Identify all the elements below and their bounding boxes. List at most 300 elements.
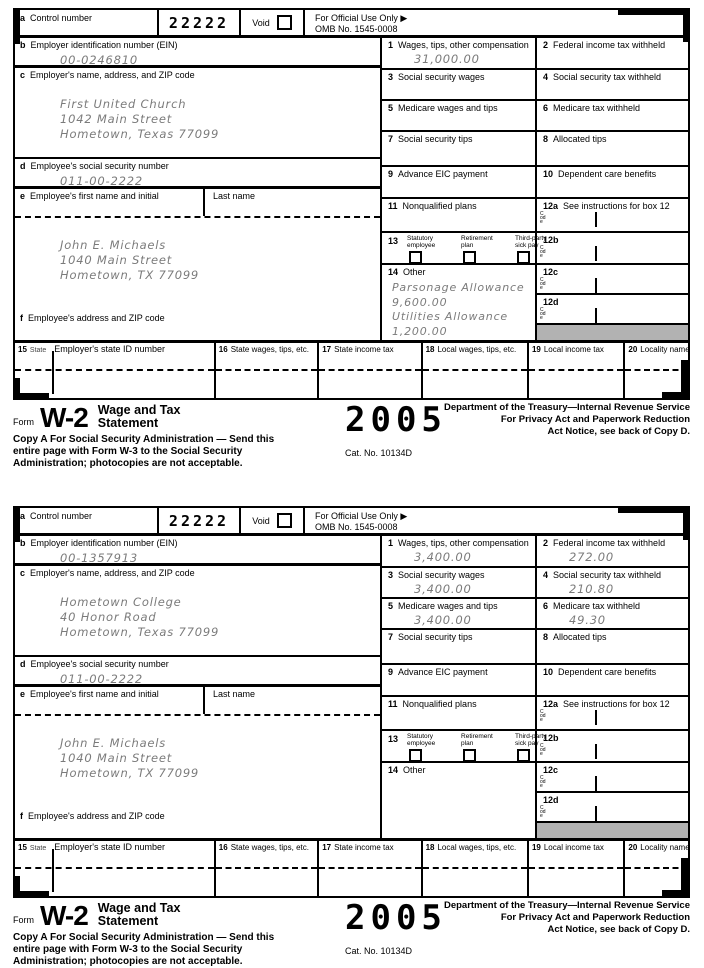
label-text: Social security tips xyxy=(398,632,473,642)
box-number: 10 xyxy=(543,667,554,677)
box-6-medicare-tax xyxy=(535,101,688,130)
void-label: Void xyxy=(252,515,270,526)
box-14-line: 9,600.00 xyxy=(392,295,448,309)
box-number: 9 xyxy=(388,667,394,677)
box-number: 5 xyxy=(388,103,394,113)
state-divider-mark xyxy=(52,849,54,892)
box-12d xyxy=(537,793,688,823)
label-text: Employer's name, address, and ZIP code xyxy=(30,70,195,80)
employer-name: First United Church xyxy=(60,97,187,111)
corner-mark xyxy=(683,506,690,540)
label-text: Other xyxy=(403,267,426,277)
label-text: Dependent care benefits xyxy=(558,169,657,179)
row-control-number xyxy=(15,508,688,536)
dashed-separator xyxy=(319,867,420,869)
box-12a xyxy=(535,199,688,231)
label-text: Allocated tips xyxy=(553,632,607,642)
employer-address xyxy=(60,595,380,640)
box-number: 20 xyxy=(628,345,638,354)
employee-city: Hometown, TX 77099 xyxy=(60,268,200,282)
box-letter: f xyxy=(20,811,23,821)
retirement-plan-label: Retirement plan xyxy=(461,235,493,249)
code-vertical-label: Code xyxy=(540,709,546,723)
box-number: 1 xyxy=(388,538,394,548)
box-1-wages xyxy=(382,536,535,566)
box-letter: c xyxy=(20,70,26,80)
w2-form-copy-2 xyxy=(13,506,690,968)
box-number: 9 xyxy=(388,169,394,179)
ein-value: 00-0246810 xyxy=(60,53,138,67)
label-text: Advance EIC payment xyxy=(398,169,488,179)
label-text: Local wages, tips, etc. xyxy=(437,843,517,852)
catalog-number: Cat. No. 10134D xyxy=(345,448,413,458)
box-12cd-column xyxy=(535,265,688,340)
retirement-plan-checkbox[interactable] xyxy=(463,749,476,762)
dashed-separator xyxy=(319,369,420,371)
box-number: 12d xyxy=(543,795,559,805)
box-4-value: 210.80 xyxy=(569,582,615,596)
label-text: Wages, tips, other compensation xyxy=(398,40,529,50)
box-e-name xyxy=(15,189,380,218)
box-number: 10 xyxy=(543,169,554,179)
box-12cd-column xyxy=(535,763,688,838)
copy-a-notice xyxy=(13,434,353,470)
form-title xyxy=(98,404,181,430)
box-number: 12c xyxy=(543,267,559,277)
label-text: Employee's first name and initial xyxy=(30,191,159,201)
box-15-state xyxy=(15,343,214,398)
label-text: Employer identification number (EIN) xyxy=(30,40,178,50)
row-control-number xyxy=(15,10,688,38)
last-name-cell: Last name xyxy=(213,689,256,699)
form-footer xyxy=(13,400,690,470)
label-text: Medicare tax withheld xyxy=(553,601,641,611)
box-3-ss-wages xyxy=(382,568,535,597)
label-text: Employee's first name and initial xyxy=(30,689,159,699)
box-letter: e xyxy=(20,191,26,201)
box-number: 18 xyxy=(425,843,435,852)
dashed-separator xyxy=(423,867,527,869)
box-9-eic xyxy=(382,665,535,695)
box-5-value: 3,400.00 xyxy=(414,613,472,627)
third-party-sick-pay-label: Third-party sick pay xyxy=(515,235,547,249)
box-16-state-wages xyxy=(214,841,317,896)
box-12b xyxy=(535,731,688,761)
box-11-nonqualified xyxy=(382,697,535,729)
box-number: 15 xyxy=(18,345,27,354)
w2-table xyxy=(13,8,690,400)
label-text: Other xyxy=(403,765,426,775)
box-5-medicare-wages xyxy=(382,599,535,628)
box-17-state-tax xyxy=(317,343,420,398)
omb-number: OMB No. 1545-0008 xyxy=(315,522,398,532)
treasury-line: Department of the Treasury—Internal Revenue Service xyxy=(443,402,690,413)
box-3-value: 3,400.00 xyxy=(414,582,472,596)
void-checkbox[interactable] xyxy=(277,15,292,30)
box-b-ein xyxy=(15,536,380,566)
form-title-line: Wage and Tax xyxy=(97,901,181,915)
box-d-ssn xyxy=(15,159,380,189)
label-text: Employer's name, address, and ZIP code xyxy=(30,568,195,578)
label-text: Social security wages xyxy=(398,570,485,580)
employee-city: Hometown, TX 77099 xyxy=(60,766,200,780)
third-party-sick-pay-checkbox[interactable] xyxy=(517,749,530,762)
box-14-other xyxy=(382,763,535,838)
box-number: 12b xyxy=(543,235,559,245)
employer-address xyxy=(60,97,380,142)
box-number: 11 xyxy=(388,201,398,211)
box-e-name xyxy=(15,687,380,716)
form-title-line: Statement xyxy=(97,416,159,430)
state-mini-label: State xyxy=(29,845,47,852)
employee-address xyxy=(60,736,380,781)
first-name-cell xyxy=(15,189,205,216)
box-number: 3 xyxy=(388,72,394,82)
ssn-value: 011-00-2222 xyxy=(60,174,143,188)
void-cell xyxy=(239,10,303,35)
box-number: 14 xyxy=(388,267,399,277)
box-number: 20 xyxy=(628,843,638,852)
label-text: Federal income tax withheld xyxy=(553,538,666,548)
label-text: Employee's address and ZIP code xyxy=(28,313,165,323)
label-text: Social security tips xyxy=(398,134,473,144)
label-text: State wages, tips, etc. xyxy=(230,843,309,852)
dashed-separator xyxy=(216,867,317,869)
code-vertical-label: Code xyxy=(540,775,546,789)
code-vertical-label: Code xyxy=(540,805,546,819)
box-14-value xyxy=(392,281,535,339)
copy-a-notice xyxy=(13,932,353,968)
label-text: Employee's address and ZIP code xyxy=(28,811,165,821)
w2-table xyxy=(13,506,690,898)
dashed-separator xyxy=(625,867,688,869)
box-14-line: Utilities Allowance xyxy=(392,310,508,323)
retirement-plan-checkbox[interactable] xyxy=(463,251,476,264)
box-14-line: Parsonage Allowance xyxy=(392,281,525,294)
box-number: 6 xyxy=(543,103,549,113)
box-7-ss-tips xyxy=(382,630,535,663)
corner-mark xyxy=(13,506,20,542)
void-checkbox[interactable] xyxy=(277,513,292,528)
label-text: State income tax xyxy=(334,345,394,354)
copy-line: Copy A For Social Security Administration — Send this xyxy=(13,434,275,445)
control-number-value: 22222 xyxy=(157,10,239,35)
employee-name: John E. Michaels xyxy=(60,238,167,252)
code-divider xyxy=(595,806,597,821)
label-text: Employee's social security number xyxy=(30,659,169,669)
box-16-state-wages xyxy=(214,343,317,398)
box-letter: d xyxy=(20,161,26,171)
omb-number: OMB No. 1545-0008 xyxy=(315,24,398,34)
box-number: 12a xyxy=(543,201,559,211)
code-vertical-label: Code xyxy=(540,245,546,259)
ssn-value: 011-00-2222 xyxy=(60,672,143,686)
code-divider xyxy=(595,278,597,293)
label-text: Employee's social security number xyxy=(30,161,169,171)
box-10-dependent-care xyxy=(535,167,688,197)
box-2-federal-tax xyxy=(535,38,688,68)
retirement-plan-label: Retirement plan xyxy=(461,733,493,747)
privacy-line: For Privacy Act and Paperwork Reduction xyxy=(500,912,690,923)
box-6-medicare-tax xyxy=(535,599,688,628)
dashed-separator xyxy=(15,867,214,869)
code-divider xyxy=(595,212,597,227)
label-text: Wages, tips, other compensation xyxy=(398,538,529,548)
label-text: State wages, tips, etc. xyxy=(230,345,309,354)
box-number: 19 xyxy=(531,843,541,852)
box-1-value: 31,000.00 xyxy=(414,52,480,66)
box-number: 12a xyxy=(543,699,559,709)
dashed-separator xyxy=(216,369,317,371)
box-letter: e xyxy=(20,689,26,699)
w2-form-copy-1 xyxy=(13,8,690,470)
employee-address-area xyxy=(15,218,380,311)
code-vertical-label: Code xyxy=(540,307,546,321)
form-word: Form xyxy=(13,417,34,427)
box-14-line: 1,200.00 xyxy=(392,324,448,338)
label-text: Federal income tax withheld xyxy=(553,40,666,50)
box-12b xyxy=(535,233,688,263)
box-letter: b xyxy=(20,40,26,50)
label-text: Medicare wages and tips xyxy=(398,103,498,113)
label-text: Medicare wages and tips xyxy=(398,601,498,611)
label-text: Advance EIC payment xyxy=(398,667,488,677)
box-15-state xyxy=(15,841,214,896)
box-12a xyxy=(535,697,688,729)
copy-line: Copy A For Social Security Administration — Send this xyxy=(13,932,275,943)
form-title-line: Wage and Tax xyxy=(97,403,181,417)
label-text: Dependent care benefits xyxy=(558,667,657,677)
label-text: Employer's state ID number xyxy=(54,842,166,852)
state-divider-mark xyxy=(52,351,54,394)
box-11-nonqualified xyxy=(382,199,535,231)
label-text: State income tax xyxy=(334,843,394,852)
dashed-separator xyxy=(423,369,527,371)
box-number: 14 xyxy=(388,765,399,775)
box-letter: f xyxy=(20,313,23,323)
box-letter: a xyxy=(20,511,26,521)
statutory-employee-label: Statutory employee xyxy=(407,733,436,747)
label-text: Social security wages xyxy=(398,72,485,82)
last-name-cell: Last name xyxy=(213,191,256,201)
box-number: 2 xyxy=(543,40,549,50)
box-14-other xyxy=(382,265,535,340)
dashed-separator xyxy=(15,369,214,371)
shaded-band xyxy=(537,325,688,340)
treasury-notice xyxy=(444,402,690,438)
box-20-locality xyxy=(623,841,688,896)
label-text: Employer's state ID number xyxy=(54,344,166,354)
form-footer xyxy=(13,898,690,968)
box-letter: d xyxy=(20,659,26,669)
control-number-value: 22222 xyxy=(157,508,239,533)
box-4-ss-tax xyxy=(535,70,688,99)
tax-year: 2005 xyxy=(345,898,447,938)
box-19-local-tax xyxy=(527,343,623,398)
label-text: Allocated tips xyxy=(553,134,607,144)
box-1-value: 3,400.00 xyxy=(414,550,472,564)
box-8-allocated-tips xyxy=(535,630,688,663)
form-title xyxy=(98,902,181,928)
box-number: 17 xyxy=(322,843,332,852)
box-7-ss-tips xyxy=(382,132,535,165)
code-divider xyxy=(595,246,597,261)
code-divider xyxy=(595,776,597,791)
label-text: Locality name xyxy=(640,345,690,354)
copy-line: Administration; photocopies are not acceptable. xyxy=(13,956,243,967)
box-d-ssn xyxy=(15,657,380,687)
dashed-separator xyxy=(529,369,623,371)
box-2-federal-tax xyxy=(535,536,688,566)
label-text: Nonqualified plans xyxy=(402,201,477,211)
box-number: 8 xyxy=(543,134,549,144)
box-f-address-label xyxy=(15,809,380,824)
box-4-ss-tax xyxy=(535,568,688,597)
label-text: Nonqualified plans xyxy=(402,699,477,709)
box-10-dependent-care xyxy=(535,665,688,695)
box-18-local-wages xyxy=(421,841,527,896)
left-column xyxy=(15,38,380,340)
privacy-line: Act Notice, see back of Copy D. xyxy=(547,426,690,437)
box-number: 7 xyxy=(388,134,394,144)
box-b-ein xyxy=(15,38,380,68)
control-number-label xyxy=(15,10,157,35)
code-divider xyxy=(595,744,597,759)
employer-name: Hometown College xyxy=(60,595,182,609)
box-18-local-wages xyxy=(421,343,527,398)
box-letter: b xyxy=(20,538,26,548)
box-12d xyxy=(537,295,688,325)
box-letter: a xyxy=(20,13,26,23)
right-column xyxy=(380,38,688,340)
label-text: See instructions for box 12 xyxy=(563,699,670,709)
box-number: 18 xyxy=(425,345,435,354)
box-6-value: 49.30 xyxy=(569,613,606,627)
label-text: See instructions for box 12 xyxy=(563,201,670,211)
box-number: 7 xyxy=(388,632,394,642)
employee-street: 1040 Main Street xyxy=(60,253,173,267)
label-text: Employer identification number (EIN) xyxy=(30,538,178,548)
box-number: 17 xyxy=(322,345,332,354)
dashed-separator xyxy=(529,867,623,869)
box-number: 15 xyxy=(18,843,27,852)
state-local-row xyxy=(15,340,688,398)
box-c-employer xyxy=(15,68,380,159)
box-12c xyxy=(537,265,688,295)
employer-street: 40 Honor Road xyxy=(60,610,157,624)
control-number-label xyxy=(15,508,157,533)
box-number: 12d xyxy=(543,297,559,307)
code-vertical-label: Code xyxy=(540,277,546,291)
box-8-allocated-tips xyxy=(535,132,688,165)
box-number: 13 xyxy=(388,734,399,744)
label-text: Control number xyxy=(30,13,93,23)
box-number: 4 xyxy=(543,570,549,580)
state-mini-label: State xyxy=(29,347,47,354)
official-use-label: For Official Use Only ▶ xyxy=(315,511,408,521)
state-local-row xyxy=(15,838,688,896)
box-number: 11 xyxy=(388,699,398,709)
label-text: Medicare tax withheld xyxy=(553,103,641,113)
employer-street: 1042 Main Street xyxy=(60,112,173,126)
shaded-band xyxy=(537,823,688,838)
form-title-line: Statement xyxy=(97,914,159,928)
label-text: Social security tax withheld xyxy=(553,570,662,580)
box-number: 19 xyxy=(531,345,541,354)
box-number: 8 xyxy=(543,632,549,642)
label-text: Locality name xyxy=(640,843,690,852)
official-use-label: For Official Use Only ▶ xyxy=(315,13,408,23)
corner-mark xyxy=(618,8,690,15)
left-column xyxy=(15,536,380,838)
label-text: Social security tax withheld xyxy=(553,72,662,82)
box-number: 16 xyxy=(218,345,228,354)
privacy-line: For Privacy Act and Paperwork Reduction xyxy=(500,414,690,425)
dashed-separator xyxy=(625,369,688,371)
void-label: Void xyxy=(252,17,270,28)
statutory-employee-label: Statutory employee xyxy=(407,235,436,249)
form-number: W-2 xyxy=(40,900,88,931)
box-2-value: 272.00 xyxy=(569,550,615,564)
box-number: 12c xyxy=(543,765,559,775)
code-vertical-label: Code xyxy=(540,743,546,757)
corner-mark xyxy=(13,8,20,44)
form-number: W-2 xyxy=(40,402,88,433)
ein-value: 00-1357913 xyxy=(60,551,138,565)
box-17-state-tax xyxy=(317,841,420,896)
box-12c xyxy=(537,763,688,793)
box-f-address-label xyxy=(15,311,380,326)
right-column xyxy=(380,536,688,838)
box-3-ss-wages xyxy=(382,70,535,99)
box-number: 4 xyxy=(543,72,549,82)
box-number: 1 xyxy=(388,40,394,50)
copy-line: entire page with Form W-3 to the Social Security xyxy=(13,944,243,955)
copy-line: Administration; photocopies are not acceptable. xyxy=(13,458,243,469)
statutory-employee-checkbox[interactable] xyxy=(409,251,422,264)
box-letter: c xyxy=(20,568,26,578)
box-c-employer xyxy=(15,566,380,657)
label-text: Local wages, tips, etc. xyxy=(437,345,517,354)
box-19-local-tax xyxy=(527,841,623,896)
code-divider xyxy=(595,710,597,725)
first-name-cell xyxy=(15,687,205,714)
code-vertical-label: Code xyxy=(540,211,546,225)
treasury-line: Department of the Treasury—Internal Revenue Service xyxy=(443,900,690,911)
employer-city: Hometown, Texas 77099 xyxy=(60,625,220,639)
privacy-line: Act Notice, see back of Copy D. xyxy=(547,924,690,935)
copy-line: entire page with Form W-3 to the Social Security xyxy=(13,446,243,457)
box-number: 6 xyxy=(543,601,549,611)
box-number: 3 xyxy=(388,570,394,580)
box-number: 16 xyxy=(218,843,228,852)
box-1-wages xyxy=(382,38,535,68)
employee-street: 1040 Main Street xyxy=(60,751,173,765)
corner-mark xyxy=(618,506,690,513)
employee-name: John E. Michaels xyxy=(60,736,167,750)
box-20-locality xyxy=(623,343,688,398)
third-party-sick-pay-checkbox[interactable] xyxy=(517,251,530,264)
catalog-number: Cat. No. 10134D xyxy=(345,946,413,956)
box-number: 13 xyxy=(388,236,399,246)
void-cell xyxy=(239,508,303,533)
statutory-employee-checkbox[interactable] xyxy=(409,749,422,762)
label-text: Local income tax xyxy=(543,843,604,852)
corner-mark xyxy=(683,8,690,42)
label-text: Local income tax xyxy=(543,345,604,354)
form-word: Form xyxy=(13,915,34,925)
employee-address-area xyxy=(15,716,380,809)
